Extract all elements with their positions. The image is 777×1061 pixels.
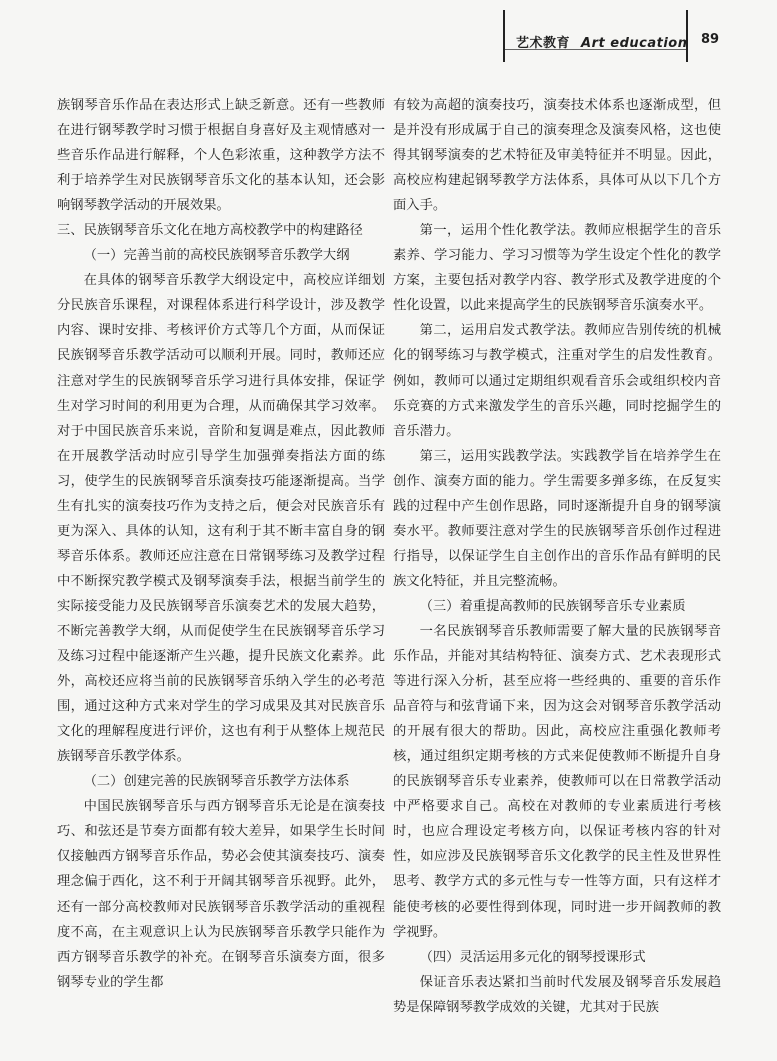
- journal-name-english: Art education: [581, 36, 688, 51]
- paragraph: 第三，运用实践教学法。实践教学旨在培养学生在创作、演奏方面的能力。学生需要多弹多练，在反复实践的过程中产生创作思路，同时逐渐提升自身的钢琴演奏水平。教师要注意对学生的民族钢琴音乐创作过程进行指导，以保证学生自主创作出的音乐作品有鲜明的民族文化特征，并且完整流畅。: [393, 448, 721, 589]
- paragraph: 一名民族钢琴音乐教师需要了解大量的民族钢琴音乐作品，并能对其结构特征、演奏方式、艺术表现形式等进行深入分析，甚至应将一些经典的、重要的音乐作品音符与和弦背诵下来，因为这会对钢琴音乐教学活动的开展有很大的帮助。因此，高校应注重强化教师考核，通过组织定期考核的方式来促使教师不断提升自身的民族钢琴音乐专业素养，使教师可以在日常教学活动中严格要求自己。高校在对教师的专业素质进行考核时，也应合理设定考核方向，以保证考核内容的针对性，如应涉及民族钢琴音乐文化教学的民主性及世界性思考、教学方式的多元性与专一性等方面，只有这样才能使考核的必要性得到体现，同时进一步开阔教师的教学视野。: [393, 623, 721, 940]
- paragraph: 保证音乐表达紧扣当前时代发展及钢琴音乐发展趋势是保障钢琴教学成效的关键，尤其对于民族: [393, 974, 721, 1015]
- continued-paragraph: 有较为高超的演奏技巧，演奏技术体系也逐渐成型，但是并没有形成属于自己的演奏理念及演奏风格，这也使得其钢琴演奏的艺术特征及审美特征并不明显。因此，高校应构建起钢琴教学方法体系，具体可从以下几个方面入手。: [393, 98, 721, 214]
- paragraph: 在具体的钢琴音乐教学大纲设定中，高校应详细划分民族音乐课程，对课程体系进行科学设计，涉及教学内容、课时安排、考核评价方式等几个方面，从而保证民族钢琴音乐教学活动可以顺利开展。同时，教师还应注意对学生的民族钢琴音乐学习进行具体安排，保证学生对学习时间的利用更为合理，从而确保其学习效率。对于中国民族音乐来说，音阶和复调是难点，因此教师在开展教学活动时应引导学生加强弹奏指法方面的练习，使学生的民族钢琴音乐演奏技巧能逐渐提高。当学生有扎实的演奏技巧作为支持之后，便会对民族音乐有更为深入、具体的认知，这有利于其不断丰富自身的钢琴音乐体系。教师还应注意在日常钢琴练习及教学过程中不断探究教学模式及钢琴演奏手法，根据当前学生的实际接受能力及民族钢琴音乐演奏艺术的发展大趋势，不断完善教学大纲，从而促使学生在民族钢琴音乐学习及练习过程中能逐渐产生兴趣，提升民族文化素养。此外，高校还应将当前的民族钢琴音乐纳入学生的必考范围，通过这种方式来对学生的学习成果及其对民族音乐文化的理解程度进行评价，这也有利于从整体上规范民族钢琴音乐教学体系。: [57, 273, 385, 765]
- right-text-column: [393, 93, 721, 1020]
- section-heading: 三、民族钢琴音乐文化在地方高校教学中的构建路径: [57, 223, 363, 239]
- page-number: 89: [701, 32, 720, 47]
- subsection-heading: （三）着重提高教师的民族钢琴音乐专业素质: [419, 598, 686, 614]
- subsection-heading: （四）灵活运用多元化的钢琴授课形式: [419, 949, 646, 965]
- journal-name-chinese: 艺术教育: [516, 36, 571, 51]
- journal-name: [516, 32, 687, 51]
- paragraph: 中国民族钢琴音乐与西方钢琴音乐无论是在演奏技巧、和弦还是节奏方面都有较大差异，如果学生长时间仅接触西方钢琴音乐作品，势必会使其演奏技巧、演奏理念偏于西化，这不利于开阔其钢琴音乐视野。此外，还有一部分高校教师对民族钢琴音乐教学活动的重视程度不高，在主观意识上认为民族钢琴音乐教学只能作为西方钢琴音乐教学的补充。在钢琴音乐演奏方面，很多钢琴专业的学生都: [57, 799, 385, 990]
- subsection-heading: （二）创建完善的民族钢琴音乐教学方法体系: [83, 774, 350, 790]
- header-divider-left: [503, 10, 505, 62]
- paragraph: 第二，运用启发式教学法。教师应告别传统的机械化的钢琴练习与教学模式，注重对学生的启发性教育。例如，教师可以通过定期组织观看音乐会或组织校内音乐竞赛的方式来激发学生的音乐兴趣，同时挖掘学生的音乐潜力。: [393, 323, 721, 439]
- paragraph: 第一，运用个性化教学法。教师应根据学生的音乐素养、学习能力、学习习惯等为学生设定个性化的教学方案，主要包括对教学内容、教学形式及教学进度的个性化设置，以此来提高学生的民族钢琴音乐演奏水平。: [393, 223, 721, 314]
- running-header: [0, 0, 777, 80]
- left-text-column: [57, 93, 385, 995]
- continued-paragraph: 族钢琴音乐作品在表达形式上缺乏新意。还有一些教师在进行钢琴教学时习惯于根据自身喜好及主观情感对一些音乐作品进行解释，个人色彩浓重，这种教学方法不利于培养学生对民族钢琴音乐文化的基本认知，还会影响钢琴教学活动的开展效果。: [57, 98, 385, 214]
- subsection-heading: （一）完善当前的高校民族钢琴音乐教学大纲: [83, 248, 350, 264]
